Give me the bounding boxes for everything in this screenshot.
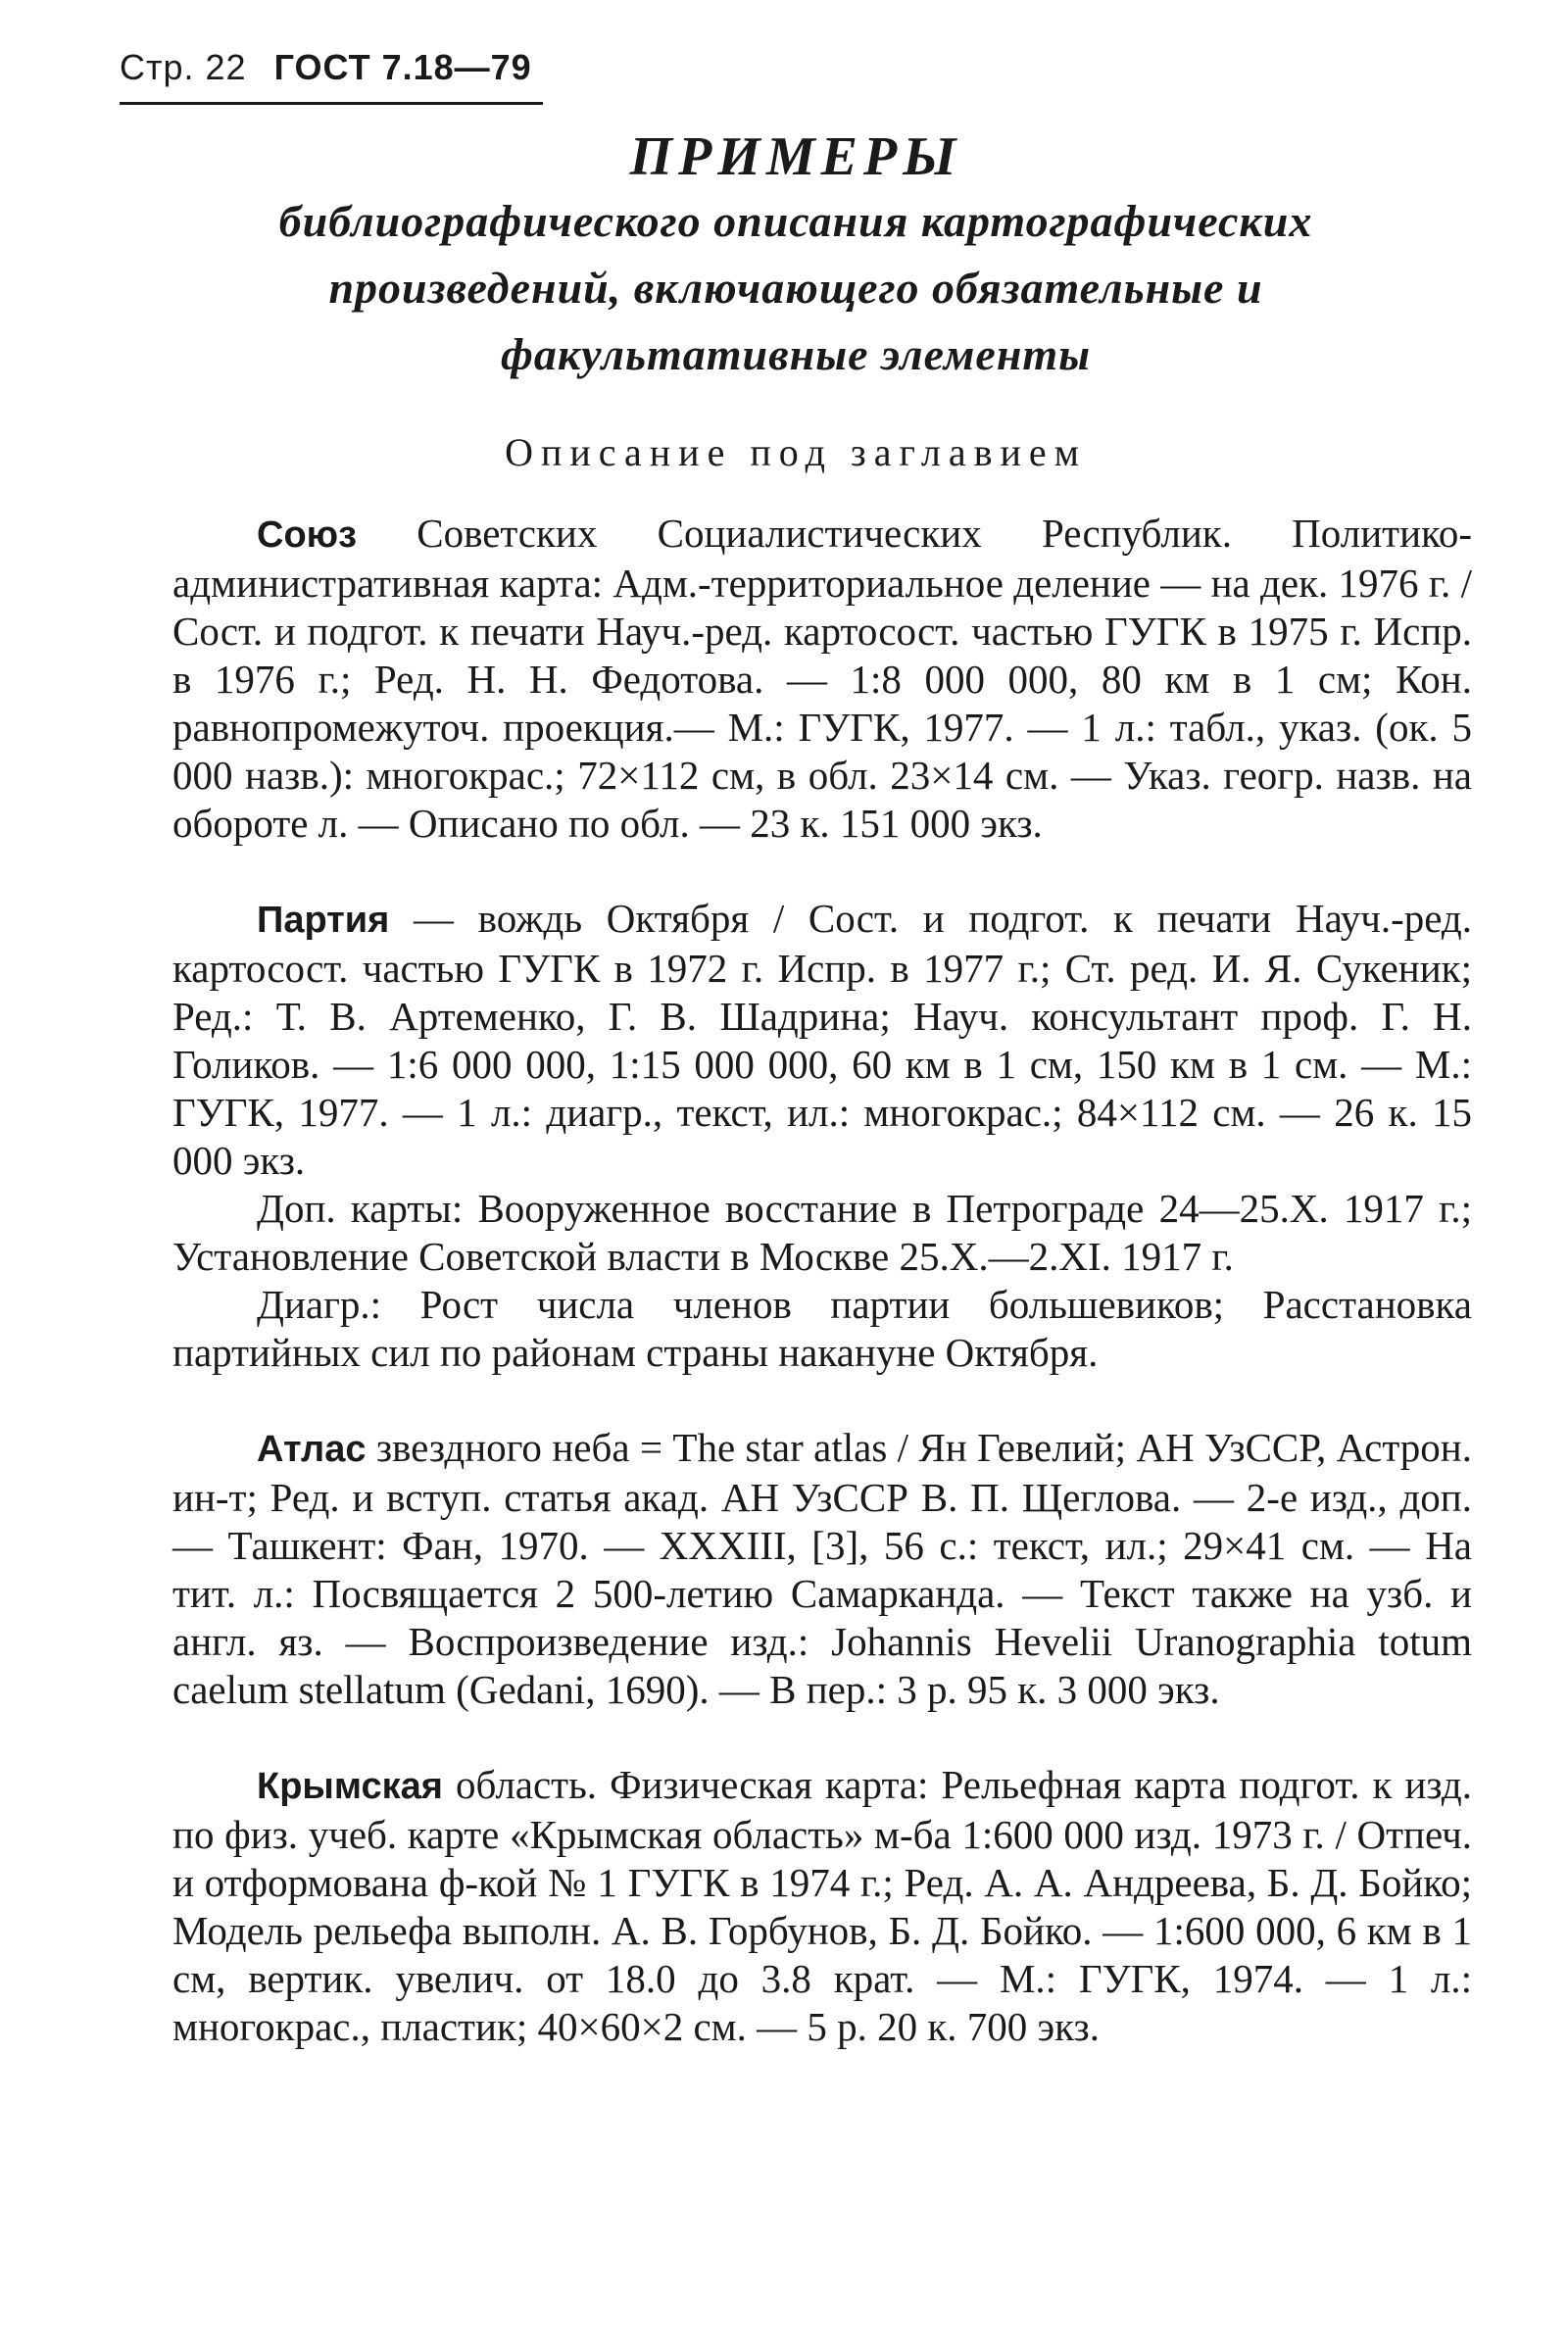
entry-lead: Атлас: [257, 1429, 367, 1470]
title-line-2: библиографического описания картографических: [278, 196, 1313, 246]
entry-text: звездного неба = The star atlas / Ян Гевелий; АН УзССР, Астрон. ин-т; Ред. и вступ. статья акад. АН УзССР В. П. Щеглова. — 2-е изд., доп. — Ташкент: Фан, 1970. — XXXIII, [3], 56 с.: текст, ил.; 29×41 см. — На тит. л.: Посвящается 2 500-летию Самарканда. — Текст также на узб. и англ. яз. — Воспроизведение изд.: Johannis Hevelii Uranographia totum caelum stellatum (Gedani, 1690). — В пер.: 3 р. 95 к. 3 000 экз.: [172, 1425, 1472, 1712]
title-line-4: факультативные элементы: [500, 329, 1092, 379]
header-rule: [120, 102, 543, 105]
entry-text: область. Физическая карта: Рельефная карта подгот. к изд. по физ. учеб. карте «Крымская область» м-ба 1:600 000 изд. 1973 г. / Отпеч. и отформована ф-кой № 1 ГУГК в 1974 г.; Ред. А. А. Андреева, Б. Д. Бойко; Модель рельефа выполн. А. В. Горбунов, Б. Д. Бойко. — 1:600 000, 6 км в 1 см, вертик. увелич. от 18.0 до 3.8 крат. — М.: ГУГК, 1974. — 1 л.: многокрас., пластик; 40×60×2 см. — 5 р. 20 к. 700 экз.: [172, 1762, 1472, 2049]
standard-code: ГОСТ 7.18—79: [273, 47, 532, 87]
entry-text: Советских Социалистических Республик. Политико-административная карта: Адм.-территориальное деление — на дек. 1976 г. / Сост. и подгот. к печати Науч.-ред. картосост. частью ГУГК в 1975 г. Испр. в 1976 г.; Ред. Н. Н. Федотова. — 1:8 000 000, 80 км в 1 см; Кон. равнопромежуточ. проекция.— М.: ГУГК, 1977. — 1 л.: табл., указ. (ок. 5 000 назв.): многокрас.; 72×112 см, в обл. 23×14 см. — Указ. геогр. назв. на обороте л. — Описано по обл. — 23 к. 151 000 экз.: [172, 511, 1472, 846]
title-line-1: ПРИМЕРЫ: [629, 126, 962, 187]
entries-list: [172, 510, 1472, 2098]
title-line-3: произведений, включающего обязательные и: [328, 263, 1263, 313]
entry-lead: Союз: [257, 514, 357, 556]
entry-paragraph: [172, 510, 1472, 848]
entry-1: [172, 510, 1472, 848]
entry-note: Диагр.: Рост числа членов партии большевиков; Расстановка партийных сил по районам страны накануне Октября.: [172, 1282, 1472, 1375]
entry-lead: Крымская: [257, 1766, 443, 1807]
section-subheading: Описание под заглавием: [505, 430, 1087, 474]
entry-text: — вождь Октября / Сост. и подгот. к печати Науч.-ред. картосост. частью ГУГК в 1972 г. Испр. в 1977 г.; Ст. ред. И. Я. Сукеник; Ред.: Т. В. Артеменко, Г. В. Шадрина; Науч. консультант проф. Г. Н. Голиков. — 1:6 000 000, 1:15 000 000, 60 км в 1 см, 150 км в 1 см. — М.: ГУГК, 1977. — 1 л.: диагр., текст, ил.: многокрас.; 84×112 см. — 26 к. 15 000 экз.: [172, 896, 1472, 1183]
entry-lead: Партия: [257, 900, 390, 941]
entry-paragraph: [172, 1424, 1472, 1714]
entry-2: [172, 895, 1472, 1377]
document-title: [120, 125, 1472, 388]
page-number: Стр. 22: [120, 47, 247, 87]
entry-paragraph: [172, 1761, 1472, 2051]
entry-3: [172, 1424, 1472, 1714]
entry-4: [172, 1761, 1472, 2051]
page-header: [120, 47, 532, 88]
entry-paragraph: [172, 895, 1472, 1185]
entry-note: Доп. карты: Вооруженное восстание в Петрограде 24—25.X. 1917 г.; Установление Советской власти в Москве 25.X.—2.XI. 1917 г.: [172, 1186, 1472, 1279]
